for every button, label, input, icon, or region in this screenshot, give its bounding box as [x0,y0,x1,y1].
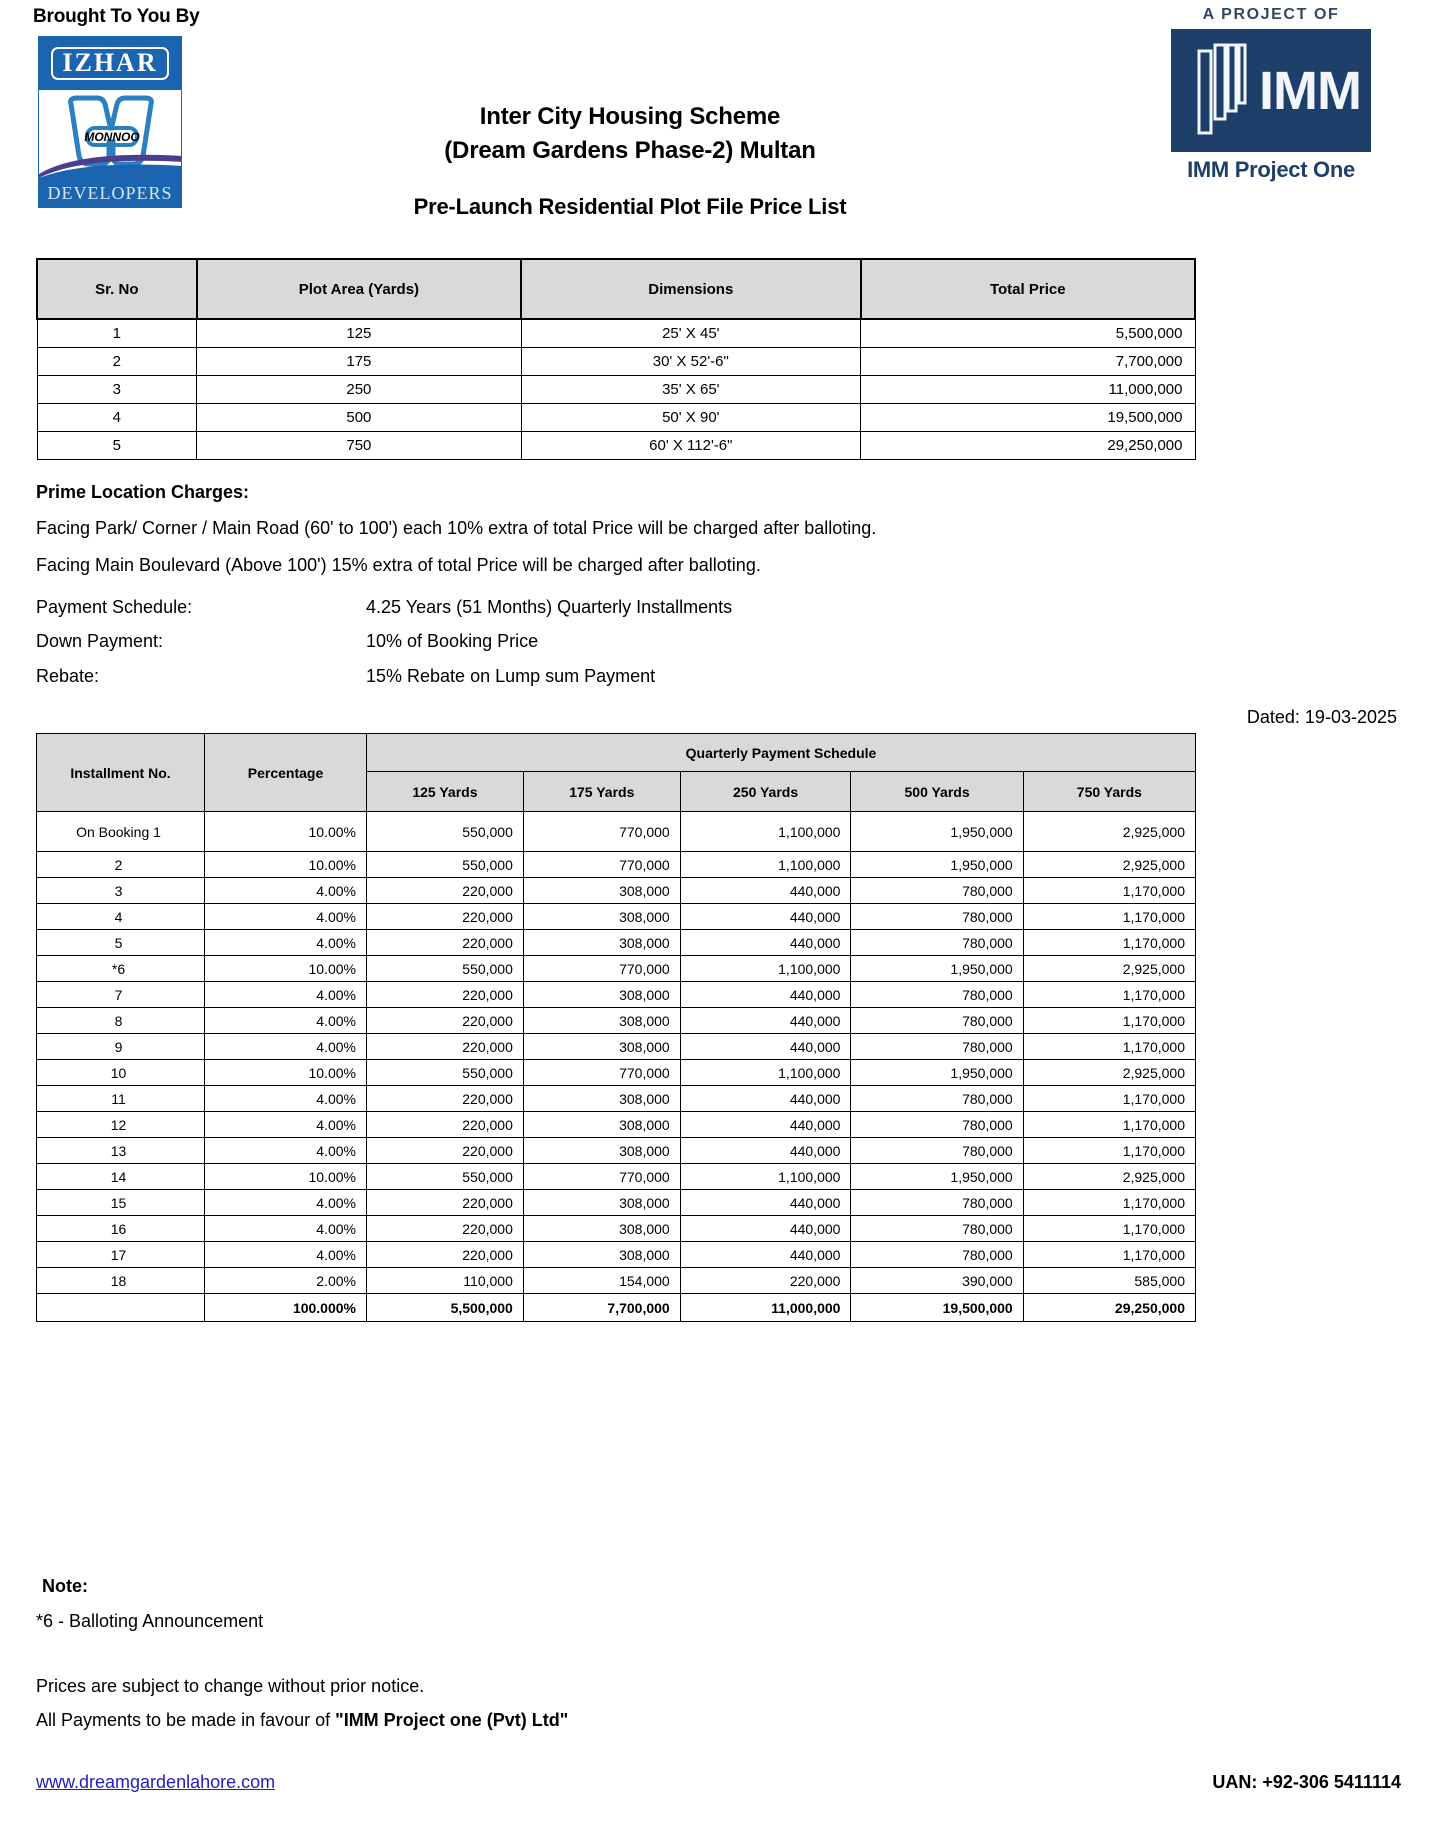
izhar-logo-top-band [39,37,181,90]
notes-section [36,1576,1196,1731]
title-line-2: (Dream Gardens Phase-2) Multan [444,137,816,165]
cell-125-yards: 110,000 [367,1268,524,1294]
column-header-installment-no: Installment No. [37,734,205,812]
imm-logo-caption: IMM Project One [1187,157,1355,182]
cell-175-yards: 308,000 [523,1216,680,1242]
prime-location-line-1: Facing Park/ Corner / Main Road (60' to 100') each 10% extra of total Price will be charged after balloting. [36,518,877,538]
cell-750-yards: 2,925,000 [1023,1164,1195,1190]
cell-installment-no: 2 [37,852,205,878]
rebate-label: Rebate: [36,665,100,686]
cell-installment-no: 9 [37,1034,205,1060]
cell-installment-no: 13 [37,1138,205,1164]
notes-payments-company: "IMM Project one (Pvt) Ltd" [335,1710,569,1730]
cell-installment-no: 10 [37,1060,205,1086]
down-payment-value: 10% of Booking Price [366,631,539,652]
svg-text:MONNOO: MONNOO [84,130,140,144]
developers-wordmark: DEVELOPERS [47,183,173,203]
down-payment-label: Down Payment: [36,631,164,652]
cell-percentage: 4.00% [205,1086,367,1112]
cell-125-yards: 220,000 [367,1034,524,1060]
cell-percentage: 2.00% [205,1268,367,1294]
cell-500-yards: 1,950,000 [851,1164,1023,1190]
column-header-percentage: Percentage [205,734,367,812]
cell-125-yards: 220,000 [367,1008,524,1034]
table-row [37,1112,1196,1138]
cell-500-yards: 780,000 [851,904,1023,930]
cell-750-yards: 1,170,000 [1023,930,1195,956]
cell-750-yards: 1,170,000 [1023,1034,1195,1060]
cell-750-yards: 1,170,000 [1023,1138,1195,1164]
column-header-dimensions: Dimensions [521,259,860,319]
cell-percentage: 4.00% [205,1034,367,1060]
cell-750-yards: 1,170,000 [1023,982,1195,1008]
plot-price-table [36,258,1196,460]
cell-installment-no: 14 [37,1164,205,1190]
cell-installment-no: 17 [37,1242,205,1268]
table-row [37,1190,1196,1216]
table-row [37,904,1196,930]
table-total-row [37,1294,1196,1322]
cell-125-yards: 220,000 [367,930,524,956]
table-row [37,1086,1196,1112]
cell-250-yards: 440,000 [680,1034,851,1060]
column-header-500-yards: 500 Yards [851,772,1023,812]
table-row [37,403,1195,431]
total-cell-175: 7,700,000 [523,1294,680,1322]
cell-250-yards: 220,000 [680,1268,851,1294]
cell-500-yards: 780,000 [851,1242,1023,1268]
cell-125-yards: 220,000 [367,1138,524,1164]
cell-installment-no: 7 [37,982,205,1008]
cell-250-yards: 440,000 [680,1242,851,1268]
cell-area: 250 [197,375,521,403]
cell-installment-no: 16 [37,1216,205,1242]
table-row [37,1268,1196,1294]
cell-175-yards: 308,000 [523,904,680,930]
table-row [37,878,1196,904]
izhar-logo-monogram [39,90,181,178]
cell-installment-no: *6 [37,956,205,982]
cell-500-yards: 1,950,000 [851,812,1023,852]
uan-phone-label: UAN: +92-306 5411114 [1212,1772,1401,1792]
a-project-of-label: A PROJECT OF [1202,6,1340,23]
cell-percentage: 10.00% [205,812,367,852]
cell-250-yards: 440,000 [680,878,851,904]
cell-installment-no: 18 [37,1268,205,1294]
total-cell-blank [37,1294,205,1322]
cell-175-yards: 770,000 [523,1164,680,1190]
column-header-125-yards: 125 Yards [367,772,524,812]
cell-percentage: 10.00% [205,852,367,878]
table-row [37,375,1195,403]
payment-schedule-value: 4.25 Years (51 Months) Quarterly Installments [366,597,733,617]
table-row [37,1138,1196,1164]
table-row [37,1008,1196,1034]
cell-500-yards: 780,000 [851,1112,1023,1138]
table-header-row-group [37,734,1196,772]
cell-125-yards: 220,000 [367,904,524,930]
total-cell-500: 19,500,000 [851,1294,1023,1322]
column-header-250-yards: 250 Yards [680,772,851,812]
column-header-plot-area: Plot Area (Yards) [197,259,521,319]
cell-sr: 1 [37,319,197,347]
cell-installment-no: 4 [37,904,205,930]
cell-percentage: 4.00% [205,1008,367,1034]
total-cell-250: 11,000,000 [680,1294,851,1322]
cell-175-yards: 308,000 [523,982,680,1008]
prime-location-charges-section [36,482,1196,591]
schedule-info-row [36,630,1196,653]
cell-percentage: 4.00% [205,1242,367,1268]
brought-to-you-by-label: Brought To You By [33,6,200,27]
cell-750-yards: 1,170,000 [1023,904,1195,930]
table-row [37,1164,1196,1190]
cell-installment-no: 12 [37,1112,205,1138]
cell-percentage: 4.00% [205,1112,367,1138]
schedule-info-section [36,596,1196,699]
cell-250-yards: 440,000 [680,982,851,1008]
cell-percentage: 4.00% [205,982,367,1008]
cell-price: 29,250,000 [861,431,1195,459]
table-row [37,956,1196,982]
rebate-value: 15% Rebate on Lump sum Payment [366,665,656,686]
cell-250-yards: 440,000 [680,904,851,930]
cell-dim: 30' X 52'-6" [521,347,860,375]
cell-500-yards: 780,000 [851,930,1023,956]
cell-250-yards: 1,100,000 [680,1164,851,1190]
cell-125-yards: 550,000 [367,812,524,852]
table-row [37,852,1196,878]
cell-175-yards: 308,000 [523,930,680,956]
cell-area: 175 [197,347,521,375]
cell-price: 11,000,000 [861,375,1195,403]
cell-175-yards: 308,000 [523,1138,680,1164]
cell-250-yards: 1,100,000 [680,852,851,878]
cell-area: 125 [197,319,521,347]
cell-175-yards: 308,000 [523,1008,680,1034]
izhar-logo-bottom-band [39,178,181,208]
cell-125-yards: 550,000 [367,852,524,878]
cell-500-yards: 780,000 [851,1008,1023,1034]
cell-price: 7,700,000 [861,347,1195,375]
cell-175-yards: 770,000 [523,812,680,852]
cell-125-yards: 220,000 [367,1190,524,1216]
cell-750-yards: 1,170,000 [1023,1112,1195,1138]
cell-500-yards: 780,000 [851,1138,1023,1164]
table-row [37,431,1195,459]
notes-line-prices: Prices are subject to change without prior notice. [36,1676,425,1696]
document-footer [36,1772,1401,1793]
monnoo-monogram-icon [39,90,181,178]
column-header-quarterly-payment-schedule: Quarterly Payment Schedule [367,734,1196,772]
cell-500-yards: 780,000 [851,982,1023,1008]
cell-500-yards: 1,950,000 [851,852,1023,878]
table-row [37,1216,1196,1242]
cell-installment-no: On Booking 1 [37,812,205,852]
cell-750-yards: 1,170,000 [1023,1216,1195,1242]
cell-sr: 3 [37,375,197,403]
cell-175-yards: 308,000 [523,1112,680,1138]
cell-175-yards: 770,000 [523,852,680,878]
cell-250-yards: 1,100,000 [680,812,851,852]
table-row [37,1060,1196,1086]
total-cell-percentage: 100.000% [205,1294,367,1322]
cell-750-yards: 1,170,000 [1023,1242,1195,1268]
cell-125-yards: 220,000 [367,1242,524,1268]
page-title [300,100,960,220]
cell-installment-no: 15 [37,1190,205,1216]
cell-installment-no: 3 [37,878,205,904]
imm-logo-mark [1171,29,1371,152]
table-row [37,930,1196,956]
website-link[interactable]: www.dreamgardenlahore.com [36,1772,276,1792]
cell-175-yards: 308,000 [523,1034,680,1060]
installment-schedule-table [36,733,1196,1322]
cell-250-yards: 440,000 [680,1112,851,1138]
cell-500-yards: 780,000 [851,1086,1023,1112]
cell-250-yards: 440,000 [680,1190,851,1216]
building-columns-icon [1197,43,1253,139]
table-row [37,1034,1196,1060]
cell-250-yards: 440,000 [680,1086,851,1112]
cell-dim: 50' X 90' [521,403,860,431]
cell-sr: 2 [37,347,197,375]
cell-area: 500 [197,403,521,431]
cell-175-yards: 308,000 [523,1190,680,1216]
cell-percentage: 4.00% [205,878,367,904]
cell-250-yards: 1,100,000 [680,1060,851,1086]
cell-175-yards: 308,000 [523,1086,680,1112]
cell-175-yards: 308,000 [523,1242,680,1268]
cell-500-yards: 1,950,000 [851,956,1023,982]
cell-installment-no: 5 [37,930,205,956]
notes-title: Note: [42,1576,88,1596]
table-header-row [37,259,1195,319]
cell-area: 750 [197,431,521,459]
cell-750-yards: 1,170,000 [1023,1086,1195,1112]
cell-500-yards: 1,950,000 [851,1060,1023,1086]
cell-125-yards: 550,000 [367,1060,524,1086]
cell-percentage: 4.00% [205,930,367,956]
cell-installment-no: 8 [37,1008,205,1034]
cell-price: 19,500,000 [861,403,1195,431]
cell-125-yards: 220,000 [367,878,524,904]
cell-125-yards: 220,000 [367,982,524,1008]
schedule-info-row [36,665,1196,688]
cell-percentage: 4.00% [205,1216,367,1242]
table-row [37,982,1196,1008]
cell-175-yards: 308,000 [523,878,680,904]
cell-125-yards: 550,000 [367,956,524,982]
prime-location-title: Prime Location Charges: [36,482,250,502]
cell-dim: 25' X 45' [521,319,860,347]
cell-125-yards: 220,000 [367,1112,524,1138]
table-row [37,319,1195,347]
cell-250-yards: 440,000 [680,1138,851,1164]
column-header-sr-no: Sr. No [37,259,197,319]
cell-installment-no: 11 [37,1086,205,1112]
column-header-total-price: Total Price [861,259,1195,319]
prime-location-line-2: Facing Main Boulevard (Above 100') 15% extra of total Price will be charged after balloting. [36,555,761,576]
column-header-175-yards: 175 Yards [523,772,680,812]
cell-750-yards: 1,170,000 [1023,878,1195,904]
notes-line-payments [36,1710,1196,1731]
cell-percentage: 10.00% [205,1060,367,1086]
cell-125-yards: 220,000 [367,1086,524,1112]
table-row [37,347,1195,375]
cell-percentage: 4.00% [205,1190,367,1216]
cell-250-yards: 440,000 [680,1216,851,1242]
cell-125-yards: 220,000 [367,1216,524,1242]
cell-percentage: 10.00% [205,956,367,982]
cell-500-yards: 780,000 [851,878,1023,904]
cell-percentage: 10.00% [205,1164,367,1190]
cell-175-yards: 770,000 [523,956,680,982]
column-header-750-yards: 750 Yards [1023,772,1195,812]
total-cell-125: 5,500,000 [367,1294,524,1322]
title-line-1: Inter City Housing Scheme [479,103,781,130]
cell-sr: 4 [37,403,197,431]
cell-500-yards: 780,000 [851,1190,1023,1216]
cell-percentage: 4.00% [205,1138,367,1164]
document-header [0,0,1437,248]
table-row [37,812,1196,852]
cell-dim: 35' X 65' [521,375,860,403]
cell-750-yards: 2,925,000 [1023,812,1195,852]
izhar-wordmark: IZHAR [51,47,168,80]
cell-750-yards: 585,000 [1023,1268,1195,1294]
cell-250-yards: 440,000 [680,1008,851,1034]
cell-250-yards: 1,100,000 [680,956,851,982]
cell-750-yards: 2,925,000 [1023,852,1195,878]
schedule-info-row [36,596,1196,619]
cell-500-yards: 780,000 [851,1216,1023,1242]
dated-label: Dated: 19-03-2025 [1246,707,1397,727]
cell-175-yards: 154,000 [523,1268,680,1294]
total-cell-750: 29,250,000 [1023,1294,1195,1322]
cell-percentage: 4.00% [205,904,367,930]
cell-sr: 5 [37,431,197,459]
payment-schedule-label: Payment Schedule: [36,597,193,617]
cell-750-yards: 2,925,000 [1023,1060,1195,1086]
notes-item-balloting: *6 - Balloting Announcement [36,1611,264,1631]
cell-750-yards: 1,170,000 [1023,1190,1195,1216]
cell-500-yards: 390,000 [851,1268,1023,1294]
cell-175-yards: 770,000 [523,1060,680,1086]
cell-500-yards: 780,000 [851,1034,1023,1060]
imm-wordmark: IMM [1259,60,1361,121]
izhar-monnoo-developers-logo [38,36,182,208]
cell-750-yards: 1,170,000 [1023,1008,1195,1034]
cell-dim: 60' X 112'-6" [521,431,860,459]
cell-125-yards: 550,000 [367,1164,524,1190]
cell-250-yards: 440,000 [680,930,851,956]
title-line-3: Pre-Launch Residential Plot File Price List [413,194,847,220]
notes-payments-prefix: All Payments to be made in favour of [36,1710,336,1730]
cell-750-yards: 2,925,000 [1023,956,1195,982]
table-row [37,1242,1196,1268]
cell-price: 5,500,000 [861,319,1195,347]
imm-project-one-logo [1141,6,1401,183]
